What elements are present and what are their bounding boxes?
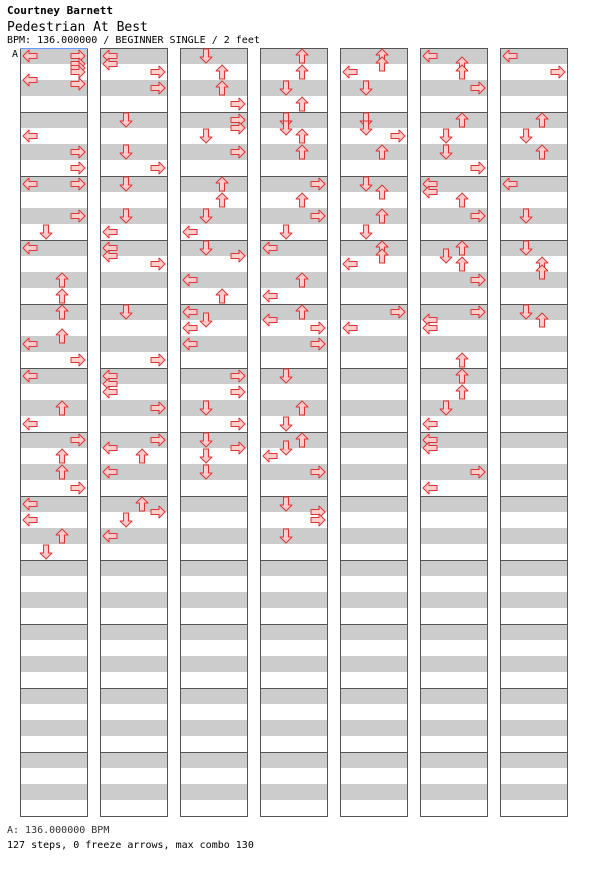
arrow-right-icon	[231, 386, 245, 398]
arrow-right-icon	[471, 162, 485, 174]
beat-band	[500, 784, 568, 800]
beat-band	[340, 80, 408, 96]
arrow-left-icon	[343, 66, 357, 78]
arrow-up-icon	[296, 65, 308, 79]
beat-band	[340, 592, 408, 608]
arrow-up-icon	[216, 65, 228, 79]
arrow-right-icon	[151, 258, 165, 270]
chart-column	[500, 48, 568, 817]
arrow-right-icon	[151, 66, 165, 78]
beat-band	[20, 400, 88, 416]
beat-band	[180, 720, 248, 736]
beat-band	[500, 496, 568, 512]
step-stats: 127 steps, 0 freeze arrows, max combo 130	[7, 840, 254, 851]
beat-band	[100, 784, 168, 800]
beat-band	[420, 496, 488, 512]
beat-band	[260, 112, 328, 128]
beat-band	[20, 656, 88, 672]
beat-band	[420, 240, 488, 256]
beat-band	[100, 720, 168, 736]
arrow-right-icon	[311, 322, 325, 334]
beat-band	[100, 656, 168, 672]
arrow-left-icon	[423, 322, 437, 334]
beat-band	[500, 368, 568, 384]
beat-band	[260, 272, 328, 288]
beat-band	[260, 720, 328, 736]
song-title: Pedestrian At Best	[7, 20, 148, 35]
beat-band	[260, 656, 328, 672]
beat-band	[500, 80, 568, 96]
arrow-down-icon	[40, 225, 52, 239]
beat-band	[260, 144, 328, 160]
arrow-up-icon	[56, 449, 68, 463]
beat-band	[420, 400, 488, 416]
arrow-left-icon	[343, 322, 357, 334]
beat-band	[500, 624, 568, 640]
beat-band	[420, 560, 488, 576]
beat-band	[340, 688, 408, 704]
beat-band	[20, 112, 88, 128]
beat-band	[100, 560, 168, 576]
beat-band	[340, 48, 408, 64]
arrow-left-icon	[423, 418, 437, 430]
arrow-left-icon	[343, 258, 357, 270]
beat-band	[260, 432, 328, 448]
beat-band	[500, 272, 568, 288]
arrow-right-icon	[311, 514, 325, 526]
arrow-right-icon	[231, 418, 245, 430]
arrow-right-icon	[391, 130, 405, 142]
beat-band	[420, 336, 488, 352]
beat-band	[340, 624, 408, 640]
beat-band	[100, 688, 168, 704]
beat-band	[420, 592, 488, 608]
beat-band	[20, 272, 88, 288]
arrow-left-icon	[23, 418, 37, 430]
arrow-down-icon	[520, 129, 532, 143]
beat-band	[340, 496, 408, 512]
chart-column	[180, 48, 248, 817]
beat-band	[500, 528, 568, 544]
beat-band	[100, 272, 168, 288]
beat-band	[180, 208, 248, 224]
arrow-left-icon	[23, 130, 37, 142]
beat-band	[340, 240, 408, 256]
beat-band	[340, 752, 408, 768]
beat-band	[420, 752, 488, 768]
beat-band	[500, 144, 568, 160]
arrow-down-icon	[200, 129, 212, 143]
arrow-right-icon	[71, 354, 85, 366]
beat-band	[340, 432, 408, 448]
beat-band	[500, 336, 568, 352]
arrow-right-icon	[71, 162, 85, 174]
arrow-up-icon	[456, 385, 468, 399]
beat-band	[20, 784, 88, 800]
arrow-left-icon	[263, 290, 277, 302]
arrow-down-icon	[120, 513, 132, 527]
beat-band	[420, 112, 488, 128]
beat-band	[20, 560, 88, 576]
beat-band	[180, 400, 248, 416]
beat-band	[180, 656, 248, 672]
beat-band	[100, 304, 168, 320]
arrow-up-icon	[296, 129, 308, 143]
beat-band	[340, 368, 408, 384]
arrow-right-icon	[151, 162, 165, 174]
arrow-right-icon	[71, 482, 85, 494]
beat-band	[420, 144, 488, 160]
beat-band	[260, 48, 328, 64]
beat-band	[340, 656, 408, 672]
beat-band	[340, 208, 408, 224]
chart-column	[420, 48, 488, 817]
beat-band	[260, 80, 328, 96]
beat-band	[260, 624, 328, 640]
artist-name: Courtney Barnett	[7, 4, 113, 17]
beat-band	[500, 240, 568, 256]
beat-band	[260, 528, 328, 544]
beat-band	[340, 464, 408, 480]
beat-band	[260, 368, 328, 384]
beat-band	[180, 784, 248, 800]
beat-band	[180, 80, 248, 96]
arrow-right-icon	[231, 98, 245, 110]
beat-band	[420, 688, 488, 704]
arrow-left-icon	[103, 386, 117, 398]
beat-band	[20, 752, 88, 768]
beat-band	[260, 784, 328, 800]
beat-band	[100, 144, 168, 160]
beat-band	[180, 688, 248, 704]
arrow-up-icon	[456, 193, 468, 207]
beat-band	[260, 688, 328, 704]
beat-band	[500, 592, 568, 608]
arrow-left-icon	[23, 514, 37, 526]
beat-band	[20, 464, 88, 480]
arrow-down-icon	[280, 417, 292, 431]
beat-band	[260, 592, 328, 608]
chart-column	[100, 48, 168, 817]
chart-meta: BPM: 136.000000 / BEGINNER SINGLE / 2 feet	[7, 35, 260, 46]
beat-band	[260, 752, 328, 768]
beat-band	[340, 144, 408, 160]
beat-band	[20, 688, 88, 704]
beat-band	[20, 720, 88, 736]
arrow-left-icon	[183, 322, 197, 334]
beat-band	[420, 656, 488, 672]
beat-band	[420, 720, 488, 736]
beat-band	[420, 528, 488, 544]
beat-band	[100, 336, 168, 352]
beat-band	[260, 560, 328, 576]
beat-band	[20, 624, 88, 640]
beat-band	[420, 784, 488, 800]
beat-band	[340, 336, 408, 352]
arrow-down-icon	[40, 545, 52, 559]
arrow-left-icon	[263, 450, 277, 462]
chart-column	[340, 48, 408, 817]
beat-band	[500, 688, 568, 704]
beat-band	[500, 304, 568, 320]
beat-band	[180, 464, 248, 480]
arrow-up-icon	[456, 257, 468, 271]
arrow-up-icon	[456, 65, 468, 79]
arrow-left-icon	[183, 226, 197, 238]
beat-band	[500, 752, 568, 768]
beat-band	[420, 624, 488, 640]
beat-band	[500, 208, 568, 224]
arrow-down-icon	[280, 225, 292, 239]
beat-band	[100, 112, 168, 128]
beat-band	[420, 368, 488, 384]
beat-band	[500, 720, 568, 736]
beat-band	[180, 528, 248, 544]
beat-band	[20, 592, 88, 608]
arrow-up-icon	[216, 193, 228, 207]
beat-band	[500, 112, 568, 128]
beat-band	[500, 560, 568, 576]
beat-band	[260, 400, 328, 416]
arrow-up-icon	[56, 289, 68, 303]
beat-band	[500, 464, 568, 480]
beat-band	[100, 176, 168, 192]
beat-band	[180, 624, 248, 640]
beat-band	[100, 624, 168, 640]
beat-band	[500, 656, 568, 672]
beat-band	[20, 528, 88, 544]
beat-band	[100, 592, 168, 608]
arrow-right-icon	[151, 354, 165, 366]
beat-band	[340, 720, 408, 736]
arrow-right-icon	[551, 66, 565, 78]
beat-band	[340, 176, 408, 192]
beat-band	[340, 400, 408, 416]
arrow-down-icon	[440, 129, 452, 143]
chart-column	[260, 48, 328, 817]
beat-band	[180, 48, 248, 64]
beat-band	[180, 176, 248, 192]
beat-band	[340, 112, 408, 128]
beat-band	[340, 528, 408, 544]
beat-band	[180, 592, 248, 608]
arrow-down-icon	[360, 225, 372, 239]
arrow-down-icon	[200, 449, 212, 463]
beat-band	[20, 304, 88, 320]
beat-band	[100, 752, 168, 768]
arrow-up-icon	[216, 289, 228, 303]
beat-band	[500, 400, 568, 416]
arrow-up-icon	[296, 97, 308, 111]
arrow-up-icon	[456, 353, 468, 367]
beat-band	[180, 752, 248, 768]
beat-band	[340, 560, 408, 576]
arrow-left-icon	[423, 482, 437, 494]
beat-band	[180, 496, 248, 512]
arrow-up-icon	[136, 449, 148, 463]
bpm-legend: A: 136.000000 BPM	[7, 825, 110, 836]
chart-column	[20, 48, 88, 817]
arrow-up-icon	[296, 193, 308, 207]
beat-band	[500, 432, 568, 448]
beat-band	[340, 784, 408, 800]
arrow-left-icon	[103, 226, 117, 238]
beat-band	[340, 272, 408, 288]
bpm-marker-label: A	[12, 49, 19, 60]
beat-band	[100, 208, 168, 224]
beat-band	[180, 560, 248, 576]
